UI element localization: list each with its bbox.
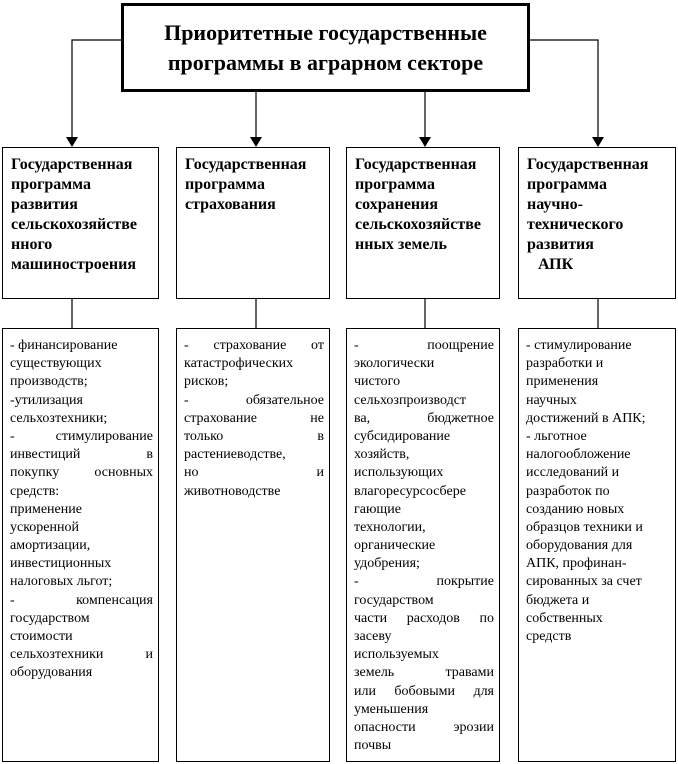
measure-line: рисков;	[184, 374, 229, 390]
program-title-line: развития	[527, 236, 594, 253]
program-title-line: программа	[527, 176, 607, 193]
measure-line: сированных за счет	[526, 574, 642, 590]
measure-line: страхование не	[184, 410, 324, 426]
program-title-line: научно-	[527, 196, 583, 213]
measure-line: опасности эрозии	[354, 719, 494, 735]
measure-line: сельхозтехники и	[10, 647, 153, 663]
program-title-line: нного	[11, 236, 53, 253]
measure-line: гающие	[354, 501, 401, 517]
diagram-title-box	[121, 3, 530, 92]
measure-line: созданию новых	[526, 501, 625, 517]
measure-line: достижений в АПК;	[526, 410, 646, 426]
measure-line: но и	[184, 465, 324, 481]
measure-line: средств	[526, 629, 572, 644]
program-title-line: нных земель	[355, 236, 447, 253]
measure-line: земель травами	[354, 665, 494, 681]
program-title-line: программа	[355, 176, 435, 193]
measure-line: применение	[10, 501, 82, 517]
program-title-line: Государственная	[355, 156, 477, 173]
measure-line: - финансирование	[10, 338, 118, 353]
measure-line: используемых	[354, 647, 439, 663]
measure-line: растениеводстве,	[184, 447, 286, 463]
measure-line: - стимулирование	[526, 338, 632, 353]
measure-line: удобрения;	[354, 556, 420, 572]
measure-line: АПК, профинан-	[526, 556, 627, 572]
measure-line: только в	[184, 428, 324, 444]
measure-line: - льготное	[526, 428, 587, 444]
program-title-line: машиностроения	[11, 256, 136, 273]
measure-line: разработок по	[526, 483, 610, 499]
measure-line: органические	[354, 538, 436, 554]
measure-line: инвестиций в	[10, 447, 153, 463]
measure-line: налоговых льгот;	[10, 574, 113, 590]
measure-line: хозяйств,	[354, 447, 410, 463]
program-title-line: развития	[11, 196, 78, 213]
title-line: Приоритетные государственные	[164, 19, 487, 45]
measures-box-insurance	[176, 328, 330, 762]
measure-line: покупку основных	[10, 465, 153, 481]
measure-line: оборудования для	[526, 538, 633, 554]
program-title-line: программа	[185, 176, 265, 193]
measure-line: -утилизация	[10, 392, 83, 408]
measure-line: государством	[354, 592, 434, 608]
program-title-line: программа	[11, 176, 91, 193]
measure-line: существующих	[10, 356, 102, 372]
arrow-to-program-1	[72, 40, 121, 146]
measure-line: ускоренной	[10, 519, 79, 535]
measure-line: сельхозтехники;	[10, 410, 108, 426]
measure-line: исследований и	[526, 465, 620, 481]
measure-line: субсидирование	[354, 428, 451, 444]
program-title-line: сельскохозяйстве	[355, 216, 481, 233]
program-title-line: страхования	[185, 196, 276, 213]
program-box-insurance	[176, 147, 330, 299]
program-title-line: Государственная	[185, 156, 307, 173]
measure-line: средств:	[10, 483, 60, 499]
measure-line: засеву	[354, 629, 392, 644]
measure-line: - поощрение	[354, 338, 494, 353]
program-box-science-tech	[518, 147, 676, 299]
measure-line: оборудования	[10, 665, 93, 681]
measure-line: ва, бюджетное	[354, 410, 494, 426]
program-title-line: Государственная	[527, 156, 649, 173]
measure-line: части расходов по	[354, 610, 494, 626]
program-title-line: сохранения	[355, 196, 439, 213]
measure-line: образцов техники и	[526, 519, 643, 535]
measures-box-land-conservation	[346, 328, 500, 762]
measure-line: государством	[10, 610, 90, 626]
measure-line: разработки и	[526, 356, 604, 372]
program-title-line: АПК	[538, 256, 574, 273]
measure-line: - стимулирование	[10, 428, 153, 444]
arrow-to-program-4	[530, 40, 598, 146]
measure-line: почвы	[354, 738, 392, 754]
measure-line: амортизации,	[10, 538, 91, 554]
measure-line: катастрофических	[184, 356, 294, 372]
measures-box-science-tech	[518, 328, 676, 762]
program-box-machinery	[2, 147, 159, 299]
measure-line: производств;	[10, 374, 88, 390]
measure-line: стоимости	[10, 629, 73, 644]
measure-line: - страхование от	[184, 338, 324, 353]
measures-box-machinery	[2, 328, 159, 762]
measure-line: научных	[526, 392, 577, 408]
measure-line: сельхозпроизводст	[354, 392, 467, 408]
measure-line: влагоресурсосбере	[354, 483, 466, 499]
measure-line: инвестиционных	[10, 556, 112, 572]
measure-line: собственных	[526, 610, 603, 626]
measure-line: экологически	[354, 356, 435, 372]
program-box-land-conservation	[346, 147, 500, 299]
measure-line: применения	[526, 374, 599, 390]
diagram-title	[164, 18, 487, 78]
measure-line: использующих	[354, 465, 444, 481]
measure-line: чистого	[354, 374, 401, 390]
measure-line: или бобовыми для	[354, 683, 494, 699]
measure-line: налогообложение	[526, 447, 631, 463]
measure-line: животноводстве	[184, 483, 281, 499]
measure-line: - обязательное	[184, 392, 324, 408]
measure-line: - покрытие	[354, 574, 494, 590]
measure-line: бюджета и	[526, 592, 590, 608]
measure-line: - компенсация	[10, 592, 153, 608]
measure-line: уменьшения	[354, 701, 429, 717]
measure-line: технологии,	[354, 519, 426, 535]
program-title-line: технического	[527, 216, 624, 233]
title-line: программы в аграрном секторе	[167, 49, 484, 75]
program-title-line: сельскохозяйстве	[11, 216, 137, 233]
program-title-line: Государственная	[11, 156, 133, 173]
